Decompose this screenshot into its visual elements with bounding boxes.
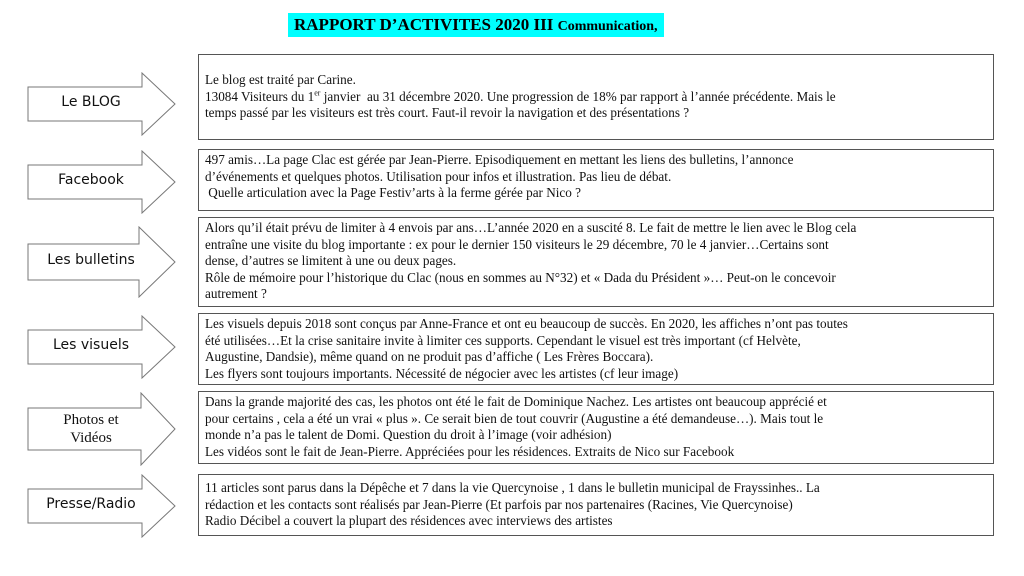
blog-line-2: 13084 Visiteurs du 1er janvier au 31 décembre 2020. Une progression de 18% par rapport à l’année précédente. Mais le xyxy=(205,88,836,104)
bulletins-line-1: Alors qu’il était prévu de limiter à 4 envois par ans…L’année 2020 en a suscité 8. Le fait de mettre le lien avec le Blog cela xyxy=(205,220,857,235)
bulletins-line-5: autrement ? xyxy=(205,286,267,302)
visuels-line-4: Les flyers sont toujours importants. Nécessité de négocier avec les artistes (cf leur image) xyxy=(205,365,679,381)
section-box-blog xyxy=(198,54,994,140)
bulletins-line-4: Rôle de mémoire pour l’historique du Clac (nous en sommes au N°32) et « Dada du Président »… Peut-on le concevoir xyxy=(205,269,836,285)
blog-line-3: temps passé par les visiteurs est très court. Faut-il revoir la navigation et des présentations ? xyxy=(205,105,690,121)
title-main: RAPPORT D’ACTIVITES 2020 III xyxy=(294,15,558,34)
arrow-shape-photos-videos xyxy=(27,392,177,466)
presse-line-1: 11 articles sont parus dans la Dépêche et 7 dans la vie Quercynoise , 1 dans le bulletin municipal de Frayssinhes.. La xyxy=(205,480,820,495)
label-line-1: Photos et xyxy=(63,412,119,428)
section-box-photos-videos xyxy=(198,391,994,464)
arrow-shape-visuels xyxy=(27,315,177,379)
visuels-line-1: Les visuels depuis 2018 sont conçus par Anne-France et ont eu beaucoup de succès. En 2020, les affiches n’ont pas toutes xyxy=(205,316,848,331)
section-label-presse-radio: Presse/Radio xyxy=(46,496,136,512)
section-label-facebook: Facebook xyxy=(58,172,124,188)
facebook-line-1: 497 amis…La page Clac est gérée par Jean-Pierre. Episodiquement en mettant les liens des bulletins, l’annonce xyxy=(205,152,794,167)
bulletins-line-3: dense, d’autres se limitent à une ou deux pages. xyxy=(205,253,457,269)
arrow-shape-bulletins xyxy=(27,226,177,298)
photos-line-3: monde n’a pas le talent de Domi. Question du droit à l’image (voir adhésion) xyxy=(205,427,612,443)
bulletins-line-2: entraîne une visite du blog importante : ex pour le dernier 150 visiteurs le 29 décembre, 70 le 4 janvier…Certains sont xyxy=(205,236,829,252)
section-box-facebook xyxy=(198,149,994,211)
section-label-photos-videos xyxy=(27,411,155,447)
section-box-visuels xyxy=(198,313,994,385)
presse-line-3: Radio Décibel a couvert la plupart des résidences avec interviews des artistes xyxy=(205,513,613,529)
label-line-2: Vidéos xyxy=(70,430,112,446)
arrow-shape-presse-radio xyxy=(27,474,177,538)
section-label-visuels: Les visuels xyxy=(52,337,130,353)
photos-line-4: Les vidéos sont le fait de Jean-Pierre. Appréciées pour les résidences. Extraits de Nico sur Facebook xyxy=(205,443,735,459)
section-label-blog: Le BLOG xyxy=(61,94,121,110)
presse-line-2: rédaction et les contacts sont réalisés par Jean-Pierre (Et parfois par nos partenaires (Racines, Vie Quercynoise) xyxy=(205,496,793,512)
title-subject: Communication, xyxy=(557,19,658,34)
photos-line-1: Dans la grande majorité des cas, les photos ont été le fait de Dominique Nachez. Les artistes ont beaucoup apprécié et xyxy=(205,394,827,409)
arrow-shape-facebook xyxy=(27,150,177,214)
visuels-line-2: été utilisées…Et la crise sanitaire invite à limiter ces supports. Cependant le visuel est très important (cf Helvète, xyxy=(205,332,801,348)
section-label-bulletins: Les bulletins xyxy=(47,252,135,268)
page-title xyxy=(288,13,664,37)
visuels-line-3: Augustine, Dandsie), même quand on ne produit pas d’affiche ( Les Frères Boccara). xyxy=(205,349,654,365)
section-box-presse-radio xyxy=(198,474,994,536)
photos-line-2: pour certains , cela a été un vrai « plus ». Ce serait bien de tout couvrir (Augustine a été demandeuse…). Mais tout le xyxy=(205,410,824,426)
section-box-bulletins xyxy=(198,217,994,307)
facebook-line-2: d’événements et quelques photos. Utilisation pour infos et illustration. Pas lieu de débat. xyxy=(205,168,672,184)
arrow-shape-blog xyxy=(27,72,177,136)
facebook-line-3: Quelle articulation avec la Page Festiv’arts à la ferme gérée par Nico ? xyxy=(205,185,582,201)
blog-line-1: Le blog est traité par Carine. xyxy=(205,72,356,87)
